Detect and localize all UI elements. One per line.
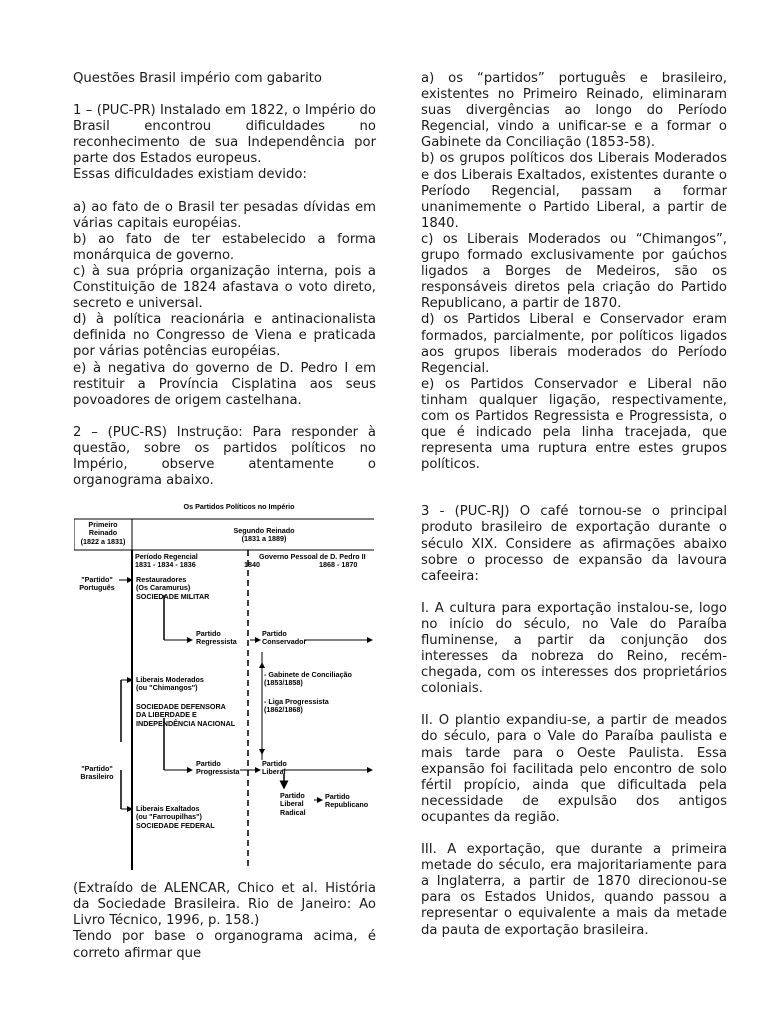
progressista-line-1: Partido (196, 759, 221, 769)
partido-progressista-label (196, 760, 240, 776)
liga-progressista-label (264, 698, 329, 714)
conservador-line-2: Conservador (262, 637, 307, 647)
governo-pessoal-1868: 1868 - 1870 (319, 560, 358, 570)
partido-brasileiro-line-2: Brasileiro (80, 772, 114, 782)
q2-option-e: e) os Partidos Conservador e Liberal não tinham qualquer ligação, respectivamente, com os Partidos Regressista e Progressista, o que é indicado pela linha tracejada, que representa uma ruptura entre estes grupos políticos. (421, 376, 727, 473)
partido-brasileiro-label (74, 765, 120, 781)
q1-option-c: c) à sua própria organização interna, pois a Constituição de 1824 afastava o voto direto, secreto e universal. (73, 263, 376, 312)
liberal-line-1: Partido (262, 759, 287, 769)
document-title: Questões Brasil império com gabarito (73, 71, 323, 86)
partido-portugues-label (74, 576, 120, 592)
q3-intro: 3 - (PUC-RJ) O café tornou-se o principal produto brasileiro de exportação durante o século XIX. Considere as afirmações abaixo sobre o processo de expansão da lavoura cafeeira: (421, 504, 727, 584)
liberal-radical-line-2: Liberal (280, 799, 304, 809)
restauradores-line-2: (Os Caramurus) (136, 583, 191, 593)
partido-portugues-line-1: "Partido" (81, 575, 113, 585)
republicano-line-1: Partido (325, 792, 350, 802)
primeiro-reinado-line-3: (1822 a 1831) (80, 536, 126, 546)
restauradores-line-1: Restauradores (136, 575, 187, 585)
gabinete-line-2: (1853/1858) (264, 678, 303, 688)
diagram-title: Os Partidos Políticos no Império (183, 502, 295, 512)
liberal-radical-line-1: Partido (280, 791, 305, 801)
exaltados-line-1: Liberais Exaltados (136, 804, 200, 814)
left-column (73, 71, 376, 962)
exaltados-society: SOCIEDADE FEDERAL (136, 820, 215, 830)
q1-intro: 1 – (PUC-PR) Instalado em 1822, o Império do Brasil encontrou dificuldades no reconhecimento de sua Independência por parte dos Estados europeus. (73, 103, 376, 167)
primeiro-reinado-label (74, 521, 132, 546)
partido-republicano-label (325, 793, 368, 809)
periodo-regencial-label (135, 553, 198, 569)
partido-portugues-line-2: Português (79, 583, 115, 593)
regressista-line-2: Regressista (196, 637, 237, 647)
restauradores-label (136, 576, 209, 601)
moderados-line-1: Liberais Moderados (136, 675, 204, 685)
q2-option-a: a) os “partidos” português e brasileiro, existentes no Primeiro Reinado, eliminaram suas divergências ao longo do Período Regencial, vindo a unificar-se e a formar o Gabinete da Conciliação (1853-58). (421, 71, 727, 151)
segundo-reinado-label (214, 527, 314, 543)
sociedade-defensora-line-1: SOCIEDADE DEFENSORA (136, 702, 226, 712)
right-column (421, 71, 727, 939)
gabinete-conciliacao-label (264, 671, 352, 687)
sociedade-defensora-line-2: DA LIBERDADE E (136, 710, 197, 720)
q2-option-d: d) os Partidos Liberal e Conservador eram formados, parcialmente, por políticos ligados aos grupos liberais moderados do Período Regencial. (421, 312, 727, 376)
q3-item-iii: III. A exportação, que durante a primeira metade do século, era majoritariamente para a Inglaterra, a partir de 1870 direcionou-se para os Estados Unidos, quando passou a representar o equivalente a mais da metade da pauta de exportação brasileira. (421, 842, 727, 938)
q2-option-b: b) os grupos políticos dos Liberais Moderados e dos Liberais Exaltados, existentes durante o Período Regencial, passam a formar unanimemente o Partido Liberal, a partir de 1840. (421, 151, 727, 231)
q2-stem: Tendo por base o organograma acima, é correto afirmar que (73, 929, 376, 961)
q2-source: (Extraído de ALENCAR, Chico et al. História da Sociedade Brasileira. Rio de Janeiro: Ao Livro Técnico, 1996, p. 158.) (73, 881, 376, 929)
partido-conservador-label (262, 630, 306, 646)
exaltados-line-2: (ou "Farroupilhas") (136, 812, 202, 822)
liga-line-2: (1862/1868) (264, 705, 303, 715)
q1-option-d: d) à política reacionária e antinacionalista definida no Congresso de Viena e praticada por várias potências européias. (73, 312, 376, 360)
partido-liberal-radical-label (280, 792, 306, 817)
q1-option-a: a) ao fato de o Brasil ter pesadas dívidas em várias capitais européias. (73, 199, 376, 231)
gabinete-line-1: - Gabinete de Conciliação (264, 670, 352, 680)
conservador-line-1: Partido (262, 629, 287, 639)
party-organogram (74, 502, 374, 870)
q2-option-c: c) os Liberais Moderados ou “Chimangos”, grupo formado exclusivamente por gaúchos ligados a Borges de Medeiros, são os responsáveis diretos pela criação do Partido Republicano, a partir de 1870. (421, 231, 727, 312)
periodo-regencial-line-1: Período Regencial (135, 552, 198, 562)
regressista-line-1: Partido (196, 629, 221, 639)
q1-option-b: b) ao fato de ter estabelecido a forma monárquica de governo. (73, 231, 376, 263)
partido-regressista-label (196, 630, 237, 646)
partido-liberal-label (262, 760, 287, 776)
q3-item-ii: II. O plantio expandiu-se, a partir de meados do século, para o Vale do Paraíba paulista e mais tarde para o Oeste Paulista. Essa expansão foi facilitada pelo encontro de solo fértil propício, ainda que dificultada pela necessidade de expulsão dos antigos ocupantes da região. (421, 713, 727, 825)
periodo-regencial-dates: 1831 - 1834 - 1836 (135, 560, 196, 570)
progressista-line-2: Progressista (196, 767, 240, 777)
liberal-radical-line-3: Radical (280, 807, 306, 817)
liberais-exaltados-label (136, 805, 215, 830)
primeiro-reinado-line-1: Primeiro (88, 520, 118, 530)
partido-brasileiro-line-1: "Partido" (81, 764, 113, 774)
restauradores-society: SOCIEDADE MILITAR (136, 591, 210, 601)
primeiro-reinado-line-2: Reinado (88, 528, 118, 538)
q2-intro: 2 – (PUC-RS) Instrução: Para responder à questão, sobre os partidos políticos no Império, observe atentamente o organograma abaixo. (73, 424, 376, 489)
liberais-moderados-label (136, 676, 204, 692)
governo-pessoal-1840: 1840 (244, 560, 260, 570)
q3-item-i: I. A cultura para exportação instalou-se, logo no início do século, no Vale do Paraíba fluminense, a partir da conjunção dos interesses da nobreza do Reino, recém-chegada, com os interesses dos proprietários coloniais. (421, 600, 727, 697)
moderados-line-2: (ou "Chimangos") (136, 683, 198, 693)
republicano-line-2: Republicano (325, 800, 369, 810)
sociedade-defensora-label (136, 703, 235, 728)
q1-stem: Essas dificuldades existiam devido: (73, 167, 307, 183)
liberal-line-2: Liberal (262, 767, 286, 777)
segundo-reinado-line-1: Segundo Reinado (233, 526, 295, 536)
sociedade-defensora-line-3: INDEPENDÊNCIA NACIONAL (136, 718, 236, 728)
q1-option-e: e) à negativa do governo de D. Pedro I em restituir a Província Cisplatina aos seus povoadores de origem castelhana. (73, 360, 376, 408)
governo-pessoal-label: Governo Pessoal de D. Pedro II (259, 552, 366, 562)
segundo-reinado-line-2: (1831 a 1889) (241, 534, 287, 544)
liga-line-1: - Liga Progressista (264, 697, 329, 707)
